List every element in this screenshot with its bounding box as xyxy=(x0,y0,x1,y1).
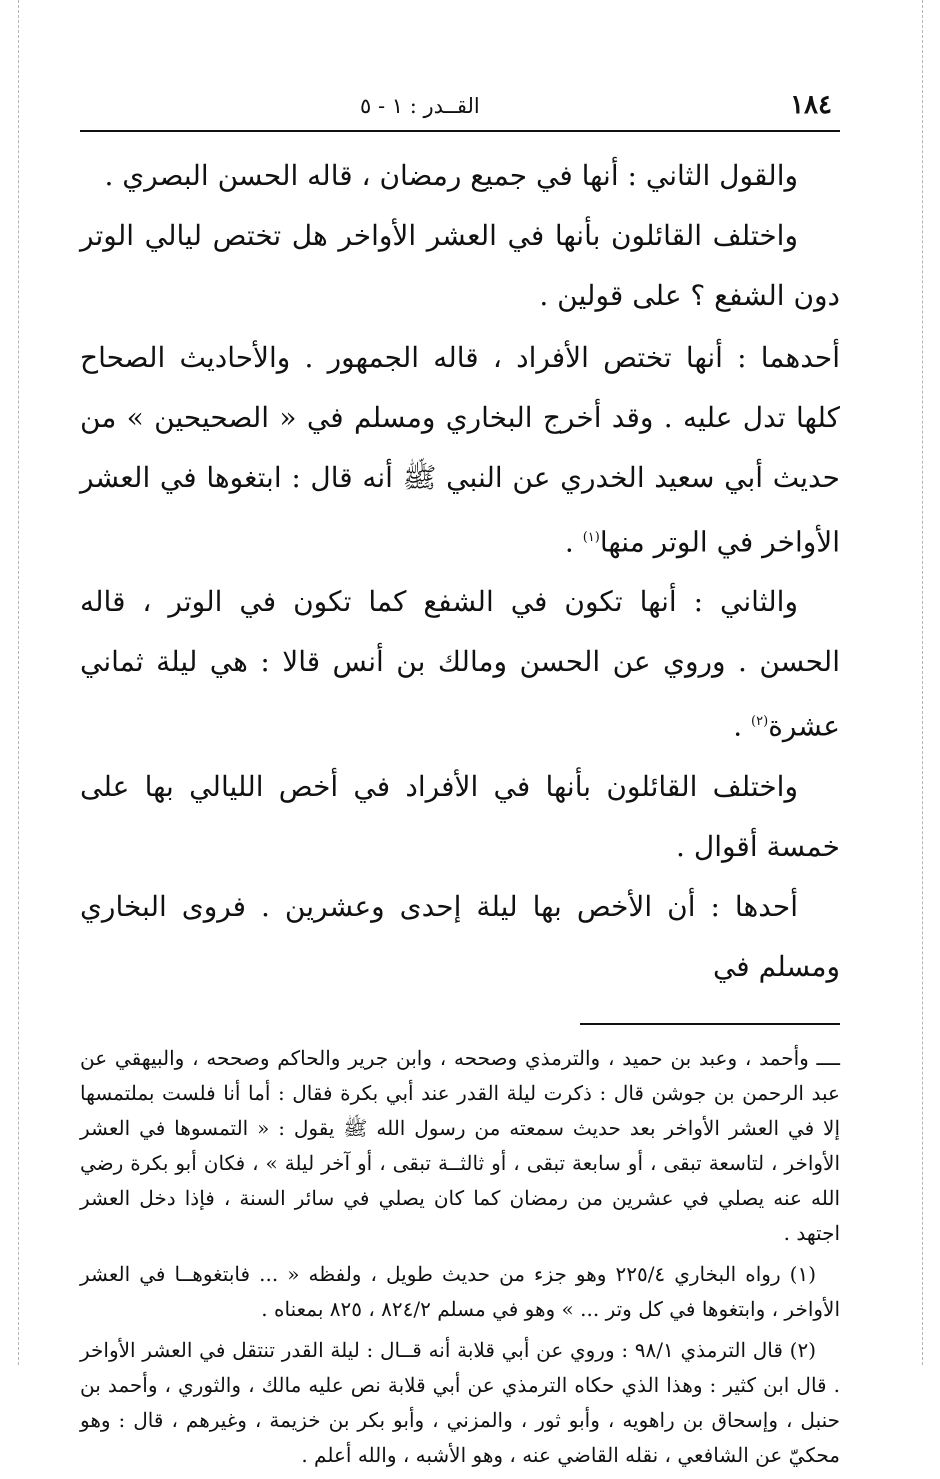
paragraph-text: والثاني : أنها تكون في الشفع كما تكون في الوتر ، قاله الحسن . وروي عن الحسن ومالك بن أنس قالا : هي ليلة ثماني عشرة xyxy=(80,585,840,743)
footnote-separator xyxy=(580,1023,840,1025)
left-margin-guide xyxy=(18,0,19,1365)
paragraph-end: . xyxy=(564,525,583,559)
footnote-ref: (٢) xyxy=(751,714,769,730)
paragraph-end: . xyxy=(733,709,752,743)
paragraph-text: أحدهما : أنها تختص الأفراد ، قاله الجمهور . والأحاديث الصحاح كلها تدل عليه . وقد أخرج البخاري ومسلم في « الصحيحين » من حديث أبي سعيد الخدري عن النبي ﷺ أنه قال : ابتغوها في العشر الأواخر في الوتر منها xyxy=(80,341,840,559)
footnote-continuation: ــــ وأحمد ، وعبد بن حميد ، والترمذي وصححه ، وابن جرير والحاكم وصححه ، والبيهقي عن عبد الرحمن بن جوشن قال : ذكرت ليلة القدر عند أبي بكرة فقال : أما أنا فلست بملتمسها إلا في العشر الأواخر بعد حديث سمعته من رسول الله ﷺ يقول : « التمسوها في العشر الأواخر ، لتاسعة تبقى ، أو سابعة تبقى ، أو ثالثــة تبقى ، أو آخر ليلة » ، فكان أبو بكرة رضي الله عنه يصلي في عشرين من رمضان كما كان يصلي في سائر السنة ، فإذا دخل العشر اجتهد . xyxy=(80,1045,840,1245)
paragraph: واختلف القائلون بأنها في العشر الأواخر هل تختص ليالي الوتر دون الشفع ؟ على قولين . xyxy=(80,219,840,312)
book-page xyxy=(80,86,840,1479)
right-margin-guide xyxy=(922,0,923,1365)
page-number: ١٨٤ xyxy=(790,90,832,120)
paragraph: والقول الثاني : أنها في جميع رمضان ، قاله الحسن البصري . xyxy=(104,159,798,192)
paragraph xyxy=(80,572,840,756)
footnote-2: (٢) قال الترمذي ٩٨/١ : وروي عن أبي قلابة أنه قــال : ليلة القدر تنتقل في العشر الأواخر . قال ابن كثير : وهذا الذي حكاه الترمذي عن أبي قلابة نص عليه مالك ، والثوري ، وأحمد بن حنبل ، وإسحاق بن راهويه ، وأبو ثور ، والمزني ، وأبو بكر بن خزيمة ، وغيرهم ، قال : وهو محكيّ عن الشافعي ، نقله القاضي عنه ، وهو الأشبه ، والله أعلم . xyxy=(80,1337,841,1467)
paragraph: أحدها : أن الأخص بها ليلة إحدى وعشرين . فروى البخاري ومسلم في xyxy=(80,889,840,983)
paragraph: واختلف القائلون بأنها في الأفراد في أخص الليالي بها على خمسة أقوال . xyxy=(80,769,840,863)
footnotes xyxy=(80,1041,840,1473)
page-header xyxy=(80,86,840,132)
footnote-1: (١) رواه البخاري ٢٢٥/٤ وهو جزء من حديث طويل ، ولفظه « ... فابتغوهــا في العشر الأواخر ، وابتغوها في كل وتر ... » وهو في مسلم ٨٢٤/٢ ، ٨٢٥ بمعناه . xyxy=(80,1261,840,1321)
main-text xyxy=(80,146,840,997)
footnote-ref: (١) xyxy=(582,530,600,545)
paragraph xyxy=(80,328,840,572)
running-title: القــدر : ١ - ٥ xyxy=(360,94,480,118)
